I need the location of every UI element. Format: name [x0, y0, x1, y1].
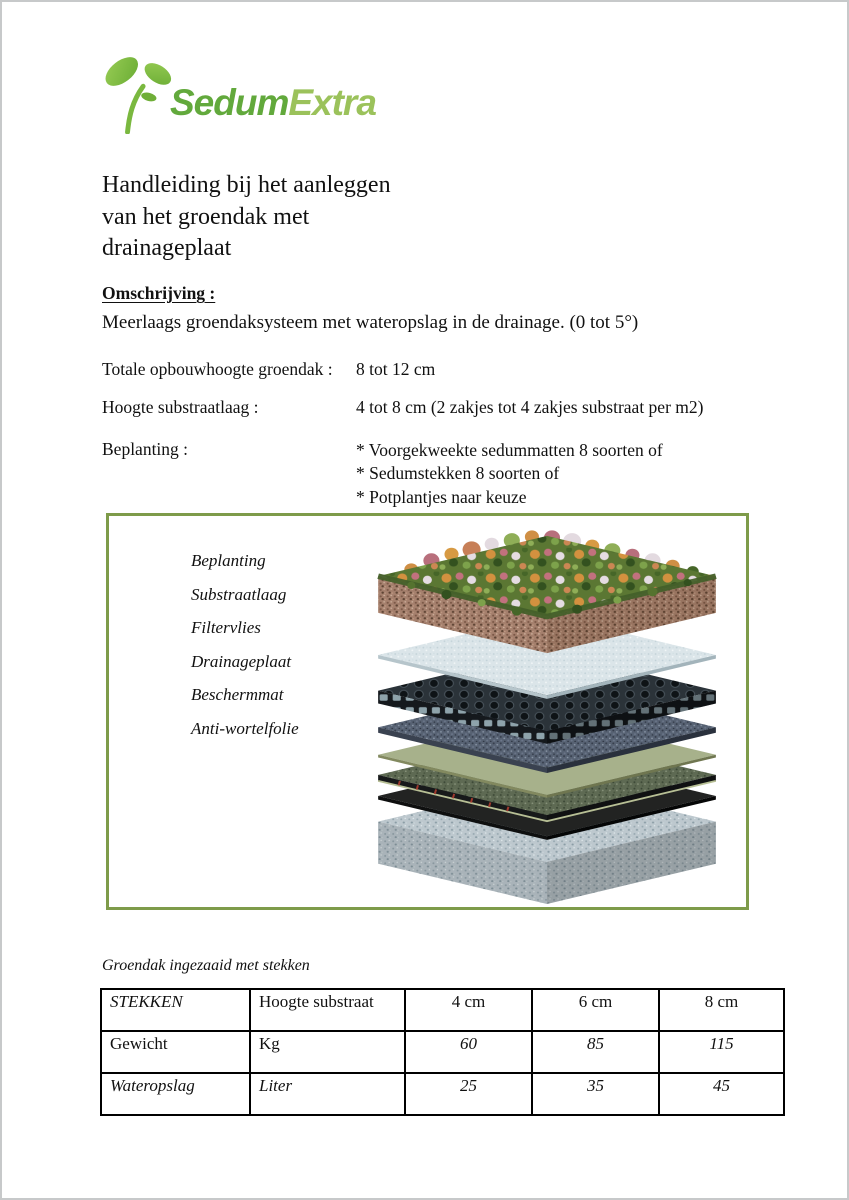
layer-label-drainageplaat: Drainageplaat	[191, 651, 292, 671]
spec-label: Hoogte substraatlaag :	[102, 397, 259, 417]
substrate-vegetation-layer	[378, 530, 716, 653]
layers-figure	[106, 513, 749, 910]
table-caption: Groendak ingezaaid met stekken	[102, 957, 310, 974]
planting-option: * Sedumstekken 8 soorten of	[356, 463, 560, 484]
table-row-gewicht	[101, 1031, 784, 1073]
cell-value: 60	[405, 1031, 532, 1073]
layer-label-substraatlaag: Substraatlaag	[191, 584, 287, 604]
layer-label-anti-wortelfolie: Anti-wortelfolie	[191, 718, 299, 738]
title-line: drainageplaat	[102, 235, 232, 261]
cell-wateropslag: Wateropslag	[101, 1073, 250, 1115]
section-heading: Omschrijving :	[102, 283, 216, 303]
cell-liter: Liter	[250, 1073, 405, 1115]
header-cell-8cm: 8 cm	[659, 989, 784, 1031]
layer-label-beplanting: Beplanting	[191, 551, 266, 570]
layer-label-beschermmat: Beschermmat	[191, 685, 284, 705]
header-cell-4cm: 4 cm	[405, 989, 532, 1031]
title-line: van het groendak met	[102, 203, 310, 230]
header-cell-stekken: STEKKEN	[101, 989, 250, 1031]
planting-option: * Voorgekweekte sedummatten 8 soorten of	[356, 440, 663, 460]
planting-options	[356, 439, 663, 509]
spec-value: 4 tot 8 cm (2 zakjes tot 4 zakjes substraat per m2)	[356, 397, 704, 417]
header-cell-6cm: 6 cm	[532, 989, 659, 1031]
title-line: Handleiding bij het aanleggen	[102, 172, 391, 198]
layer-label-filtervlies: Filtervlies	[191, 618, 261, 638]
page-title	[102, 170, 391, 265]
layer-labels	[191, 544, 299, 746]
logo-text	[170, 82, 376, 128]
brand-name-primary: Sedum	[170, 82, 289, 123]
cell-value: 25	[405, 1073, 532, 1115]
spec-value: 8 tot 12 cm	[356, 359, 436, 379]
spec-label: Beplanting :	[102, 439, 189, 459]
roof-layers-illustration	[351, 524, 743, 904]
cell-gewicht: Gewicht	[101, 1031, 250, 1073]
cell-value: 45	[659, 1073, 784, 1115]
table-row-wateropslag	[101, 1073, 784, 1115]
description-text: Meerlaags groendaksysteem met wateropslag in de drainage. (0 tot 5°)	[102, 312, 639, 333]
cell-value: 115	[659, 1031, 784, 1073]
brand-name-secondary: Extra	[288, 82, 376, 123]
spec-label: Totale opbouwhoogte groendak :	[102, 359, 333, 379]
table-header-row	[101, 989, 784, 1031]
planting-option: * Potplantjes naar keuze	[356, 486, 527, 507]
header-cell-hoogte-substraat: Hoogte substraat	[250, 989, 405, 1031]
sprout-icon	[98, 50, 180, 134]
cell-kg: Kg	[250, 1031, 405, 1073]
cell-value: 85	[532, 1031, 659, 1073]
cell-value: 35	[532, 1073, 659, 1115]
weight-table	[100, 988, 785, 1116]
